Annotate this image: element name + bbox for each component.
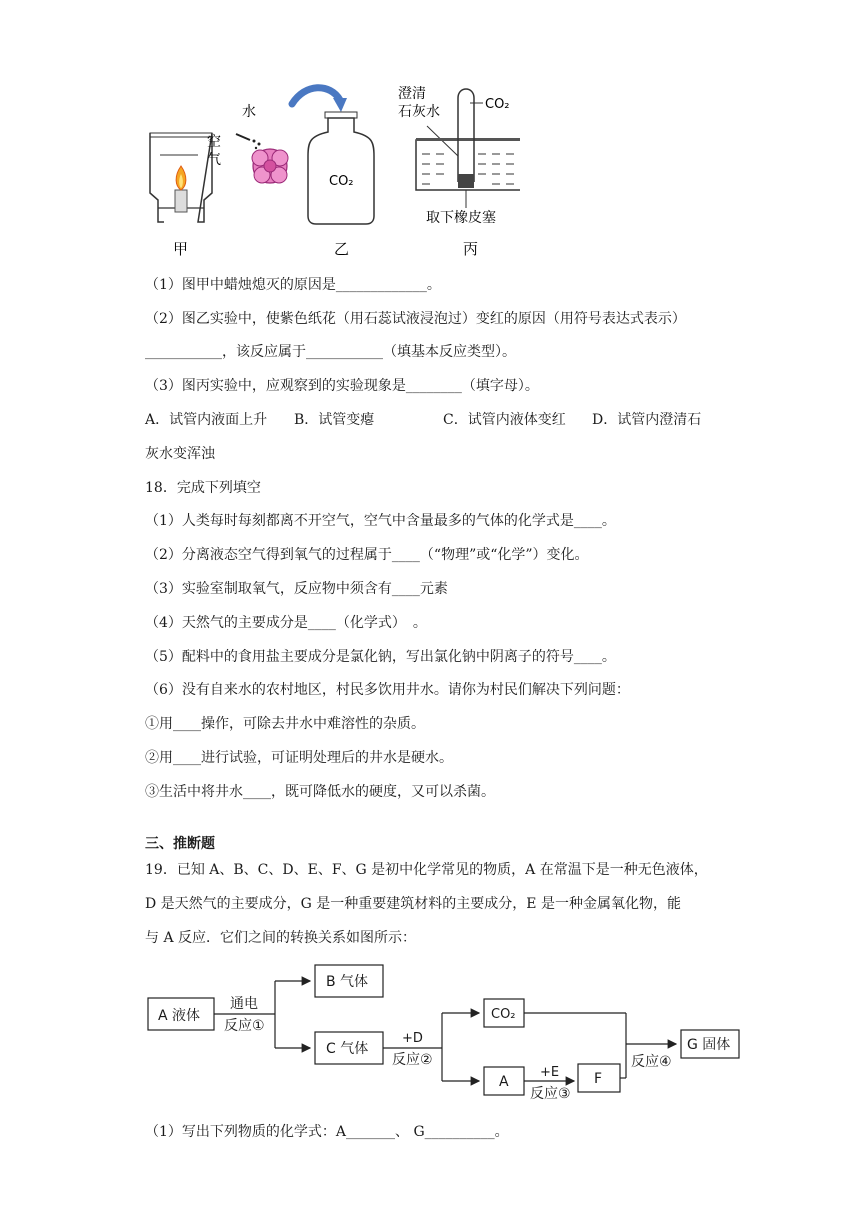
q17-part2b: ___________，该反应属于___________（填基本反应类型）。 <box>145 344 516 360</box>
experiment-figure <box>140 78 520 260</box>
caption-bing: 丙 <box>463 240 479 258</box>
label-b-gas: B 气体 <box>326 974 369 990</box>
q19-line3: 与 A 反应．它们之间的转换关系如图所示： <box>145 930 417 946</box>
q18-title: 18．完成下列填空 <box>145 480 261 496</box>
label-air-2: 气 <box>207 152 221 168</box>
label-g-solid: G 固体 <box>687 1037 731 1053</box>
q19-sub1: （1）写出下列物质的化学式：A_______、 G__________。 <box>145 1124 509 1140</box>
q18-line5: （5）配料中的食用盐主要成分是氯化钠，写出氯化钠中阴离子的符号____。 <box>145 649 616 665</box>
q18-line3: （3）实验室制取氧气，反应物中须含有____元素 <box>145 581 448 597</box>
q17-option-d-cont: 灰水变浑浊 <box>145 446 215 462</box>
q19-line1: 19．已知 A、B、C、D、E、F、G 是初中化学常见的物质，A 在常温下是一种无色液体， <box>145 862 708 878</box>
figure-flower <box>236 103 288 183</box>
q18-line2: （2）分离液态空气得到氧气的过程属于____（“物理”或“化学”）变化。 <box>145 547 589 563</box>
figure-yi <box>292 88 374 258</box>
reaction-flow-diagram <box>140 960 750 1105</box>
arrow-icon <box>292 88 340 104</box>
label-air-1: 空 <box>207 134 221 150</box>
label-reaction-4: 反应④ <box>631 1054 672 1070</box>
q17-part3: （3）图丙实验中，应观察到的实验现象是________（填字母）。 <box>145 378 539 394</box>
label-co2-jar: CO₂ <box>329 174 354 189</box>
caption-jia: 甲 <box>173 240 189 258</box>
label-water: 水 <box>242 104 256 120</box>
label-a-liquid: A 液体 <box>158 1008 201 1024</box>
q17-option-a: A．试管内液面上升 <box>145 412 268 428</box>
label-limewater-2: 石灰水 <box>398 104 440 120</box>
q19-line2: D 是天然气的主要成分，G 是一种重要建筑材料的主要成分，E 是一种金属氧化物，能 <box>145 896 681 912</box>
q17-part2a: （2）图乙实验中，使紫色纸花（用石蕊试液浸泡过）变红的原因（用符号表达式表示） <box>145 311 686 327</box>
label-c-gas: C 气体 <box>326 1041 369 1057</box>
label-electrolysis: 通电 <box>230 996 258 1012</box>
q17-option-c: C．试管内液体变红 <box>443 412 566 428</box>
label-remove-stopper: 取下橡皮塞 <box>426 210 496 226</box>
q18-line4: （4）天然气的主要成分是____（化学式） 。 <box>145 615 427 631</box>
q18-sub2: ②用____进行试验，可证明处理后的井水是硬水。 <box>145 750 453 766</box>
figure-jia <box>150 133 221 258</box>
section-title: 三、推断题 <box>145 836 215 852</box>
label-plus-e: +E <box>540 1065 560 1080</box>
label-reaction-3: 反应③ <box>530 1086 571 1102</box>
label-reaction-2: 反应② <box>392 1052 433 1068</box>
q18-line6: （6）没有自来水的农村地区，村民多饮用井水。请你为村民们解决下列问题： <box>145 682 630 698</box>
q17-option-b: B．试管变瘪 <box>294 412 375 428</box>
label-a2: A <box>499 1074 509 1090</box>
caption-yi: 乙 <box>334 240 350 258</box>
figure-bing <box>398 86 520 258</box>
label-co2: CO₂ <box>491 1007 516 1022</box>
label-limewater-1: 澄清 <box>398 86 426 102</box>
q18-sub1: ①用____操作，可除去井水中难溶性的杂质。 <box>145 716 425 732</box>
label-f: F <box>594 1071 603 1087</box>
q18-line1: （1）人类每时每刻都离不开空气，空气中含量最多的气体的化学式是____。 <box>145 513 616 529</box>
label-co2-tube: CO₂ <box>485 97 510 112</box>
flower-icon <box>252 149 288 183</box>
q17-part1: （1）图甲中蜡烛熄灭的原因是_____________。 <box>145 277 441 293</box>
label-reaction-1: 反应① <box>224 1018 265 1034</box>
q17-option-d: D．试管内澄清石 <box>592 412 702 428</box>
q18-sub3: ③生活中将井水____，既可降低水的硬度，又可以杀菌。 <box>145 784 495 800</box>
label-plus-d: +D <box>402 1031 423 1046</box>
